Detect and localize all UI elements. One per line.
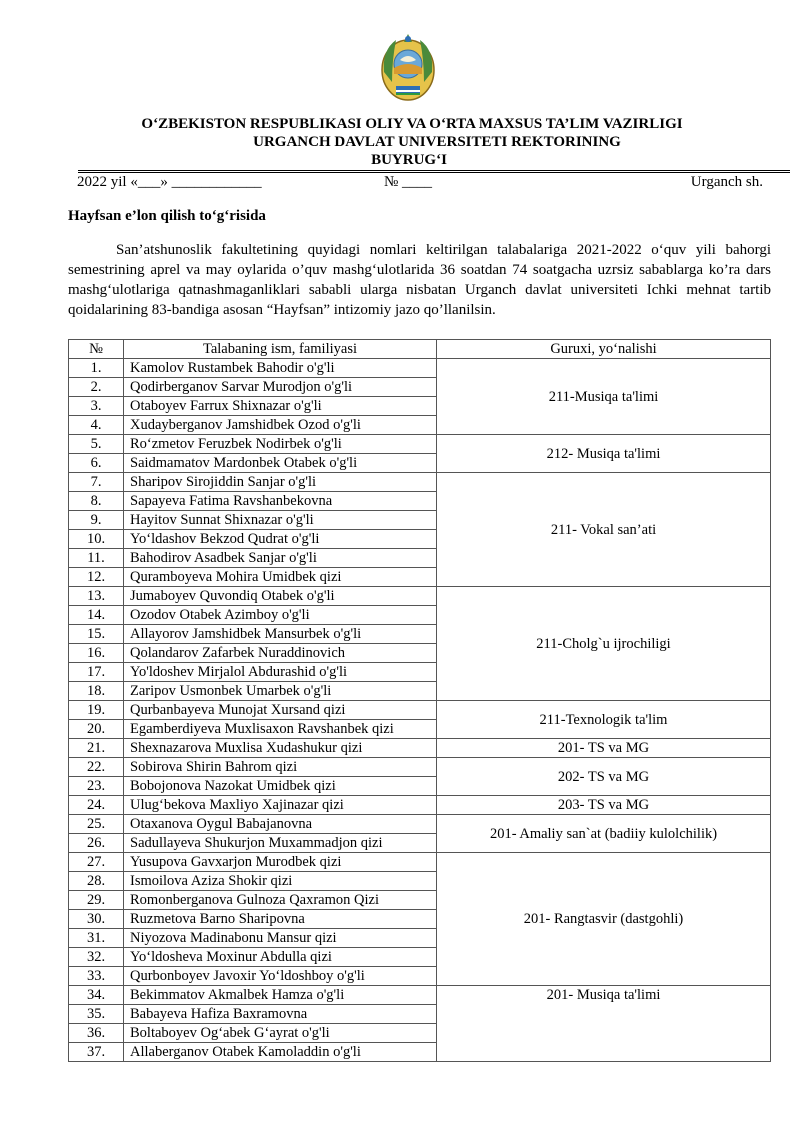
header-rule [78, 170, 790, 171]
student-name: Sapayeva Fatima Ravshanbekovna [124, 492, 437, 511]
row-number: 2. [69, 378, 124, 397]
student-name: Zaripov Usmonbek Umarbek o'g'li [124, 682, 437, 701]
row-number: 24. [69, 796, 124, 815]
table-row [69, 701, 771, 720]
row-number: 22. [69, 758, 124, 777]
student-name: Qodirberganov Sarvar Murodjon o'g'li [124, 378, 437, 397]
row-number: 5. [69, 435, 124, 454]
student-name: Yo‘ldosheva Moxinur Abdulla qizi [124, 948, 437, 967]
order-number: № ____ [384, 174, 433, 190]
group-cell: 201- TS va MG [437, 739, 771, 758]
row-number: 29. [69, 891, 124, 910]
row-number: 3. [69, 397, 124, 416]
table-row [69, 587, 771, 606]
header-rule-thin [78, 172, 790, 173]
student-name: Jumaboyev Quvondiq Otabek o'g'li [124, 587, 437, 606]
row-number: 8. [69, 492, 124, 511]
student-name: Allaberganov Otabek Kamoladdin o'g'li [124, 1043, 437, 1062]
group-cell: 212- Musiqa ta'limi [437, 435, 771, 473]
order-date: 2022 yil «___» ____________ [77, 174, 262, 190]
table-row [69, 758, 771, 777]
student-name: Sobirova Shirin Bahrom qizi [124, 758, 437, 777]
row-number: 28. [69, 872, 124, 891]
students-table [68, 339, 771, 1062]
student-name: Egamberdiyeva Muxlisaxon Ravshanbek qizi [124, 720, 437, 739]
student-name: Yusupova Gavxarjon Murodbek qizi [124, 853, 437, 872]
row-number: 25. [69, 815, 124, 834]
row-number: 21. [69, 739, 124, 758]
student-name: Yo‘ldashov Bekzod Qudrat o'g'li [124, 530, 437, 549]
table-row [69, 796, 771, 815]
student-name: Hayitov Sunnat Shixnazar o'g'li [124, 511, 437, 530]
students-table-body [69, 359, 771, 1062]
student-name: Ruzmetova Barno Sharipovna [124, 910, 437, 929]
header-number: № [69, 340, 124, 359]
student-name: Qurbonboyev Javoxir Yo‘ldoshboy o'g'li [124, 967, 437, 986]
order-title: BUYRUG‘I [371, 152, 447, 168]
table-row [69, 815, 771, 834]
row-number: 31. [69, 929, 124, 948]
university-title: URGANCH DAVLAT UNIVERSITETI REKTORINING [253, 134, 621, 150]
order-place: Urganch sh. [690, 174, 763, 190]
state-emblem-icon [378, 30, 438, 104]
row-number: 27. [69, 853, 124, 872]
student-name: Qurbanbayeva Munojat Xursand qizi [124, 701, 437, 720]
student-name: Shexnazarova Muxlisa Xudashukur qizi [124, 739, 437, 758]
row-number: 1. [69, 359, 124, 378]
row-number: 34. [69, 986, 124, 1005]
group-cell: 211- Vokal san’ati [437, 473, 771, 587]
student-name: Qolandarov Zafarbek Nuraddinovich [124, 644, 437, 663]
student-name: Romonberganova Gulnoza Qaxramon Qizi [124, 891, 437, 910]
student-name: Bobojonova Nazokat Umidbek qizi [124, 777, 437, 796]
student-name: Ro‘zmetov Feruzbek Nodirbek o'g'li [124, 435, 437, 454]
student-name: Quramboyeva Mohira Umidbek qizi [124, 568, 437, 587]
student-name: Saidmamatov Mardonbek Otabek o'g'li [124, 454, 437, 473]
row-number: 32. [69, 948, 124, 967]
row-number: 16. [69, 644, 124, 663]
student-name: Ismoilova Aziza Shokir qizi [124, 872, 437, 891]
student-name: Sharipov Sirojiddin Sanjar o'g'li [124, 473, 437, 492]
table-row [69, 853, 771, 872]
row-number: 9. [69, 511, 124, 530]
row-number: 10. [69, 530, 124, 549]
group-cell: 201- Musiqa ta'limi [437, 986, 771, 1062]
header-group: Guruxi, yo‘nalishi [437, 340, 771, 359]
row-number: 15. [69, 625, 124, 644]
table-row [69, 473, 771, 492]
student-name: Otaxanova Oygul Babajanovna [124, 815, 437, 834]
row-number: 23. [69, 777, 124, 796]
row-number: 12. [69, 568, 124, 587]
row-number: 26. [69, 834, 124, 853]
row-number: 7. [69, 473, 124, 492]
student-name: Bahodirov Asadbek Sanjar o'g'li [124, 549, 437, 568]
row-number: 6. [69, 454, 124, 473]
table-header-row [69, 340, 771, 359]
group-cell: 201- Rangtasvir (dastgohli) [437, 853, 771, 986]
student-name: Yo'ldoshev Mirjalol Abdurashid o'g'li [124, 663, 437, 682]
row-number: 35. [69, 1005, 124, 1024]
student-name: Babayeva Hafiza Baxramovna [124, 1005, 437, 1024]
student-name: Allayorov Jamshidbek Mansurbek o'g'li [124, 625, 437, 644]
group-cell: 201- Amaliy san`at (badiiy kulolchilik) [437, 815, 771, 853]
header-name: Talabaning ism, familiyasi [124, 340, 437, 359]
row-number: 14. [69, 606, 124, 625]
row-number: 19. [69, 701, 124, 720]
row-number: 37. [69, 1043, 124, 1062]
row-number: 13. [69, 587, 124, 606]
student-name: Bekimmatov Akmalbek Hamza o'g'li [124, 986, 437, 1005]
row-number: 18. [69, 682, 124, 701]
student-name: Boltaboyev Og‘abek G‘ayrat o'g'li [124, 1024, 437, 1043]
group-cell: 203- TS va MG [437, 796, 771, 815]
group-cell: 211-Texnologik ta'lim [437, 701, 771, 739]
order-subject: Hayfsan e’lon qilish to‘g‘risida [68, 208, 266, 224]
student-name: Otaboyev Farrux Shixnazar o'g'li [124, 397, 437, 416]
group-cell: 211-Musiqa ta'limi [437, 359, 771, 435]
ministry-title: O‘ZBEKISTON RESPUBLIKASI OLIY VA O‘RTA MAXSUS TA’LIM VAZIRLIGI [141, 116, 683, 132]
group-cell: 211-Cholg`u ijrochiligi [437, 587, 771, 701]
table-row [69, 435, 771, 454]
row-number: 36. [69, 1024, 124, 1043]
order-body: San’atshunoslik fakultetining quyidagi nomlari keltirilgan talabalariga 2021-2022 o‘quv yili bahorgi semestrining aprel va may oylarida o’quv mashg‘ulotlarida 36 soatdan 74 soatgacha uzrsiz sabablarga ko’ra dars mashg‘ulotlariga qatnashmaganliklari sababli ularga nisbatan Urganch davlat universiteti Ichki mehnat tartib qoidalarining 83-bandiga asosan “Hayfsan” intizomiy jazo qo’llanilsin. [68, 242, 771, 318]
student-name: Niyozova Madinabonu Mansur qizi [124, 929, 437, 948]
table-row [69, 739, 771, 758]
student-name: Kamolov Rustambek Bahodir o'g'li [124, 359, 437, 378]
row-number: 17. [69, 663, 124, 682]
table-row [69, 986, 771, 1005]
group-cell: 202- TS va MG [437, 758, 771, 796]
row-number: 11. [69, 549, 124, 568]
table-row [69, 359, 771, 378]
row-number: 4. [69, 416, 124, 435]
row-number: 20. [69, 720, 124, 739]
student-name: Ulug‘bekova Maxliyo Xajinazar qizi [124, 796, 437, 815]
row-number: 30. [69, 910, 124, 929]
row-number: 33. [69, 967, 124, 986]
student-name: Xudayberganov Jamshidbek Ozod o'g'li [124, 416, 437, 435]
student-name: Ozodov Otabek Azimboy o'g'li [124, 606, 437, 625]
student-name: Sadullayeva Shukurjon Muxammadjon qizi [124, 834, 437, 853]
